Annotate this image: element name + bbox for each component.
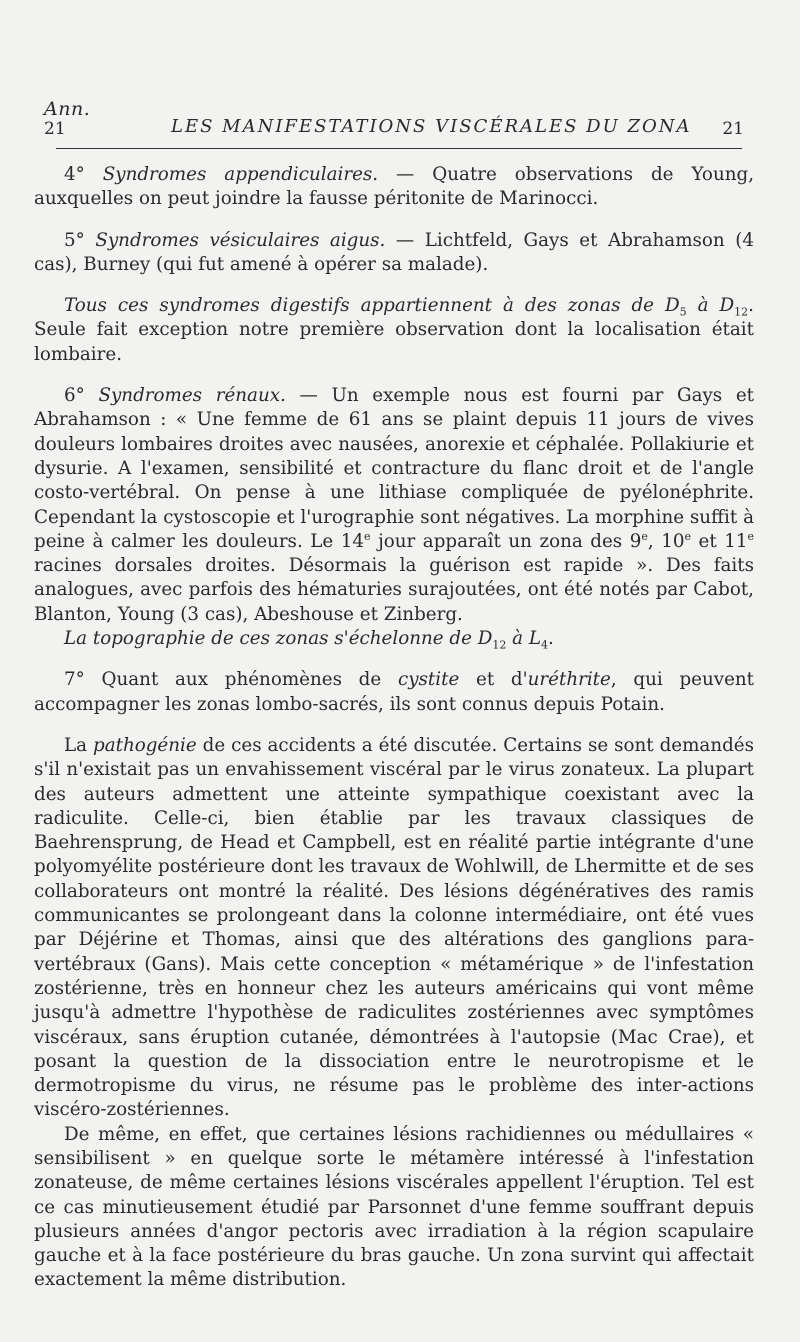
paragraph-pathogenesis xyxy=(34,734,754,1123)
italic-text: pathogénie xyxy=(93,734,197,756)
subscript: 4 xyxy=(541,638,549,652)
paragraph-text: La xyxy=(64,734,93,756)
paragraph-renal-topography xyxy=(34,627,754,651)
paragraph-text: . Seule fait exception notre première observation dont la localisation était lombaire. xyxy=(34,295,754,365)
section-heading: Syndromes rénaux. xyxy=(98,385,286,407)
paragraph-text: et d' xyxy=(459,669,528,691)
paragraph-text: . xyxy=(548,628,554,650)
section-heading: Syndromes vésiculaires aigus. xyxy=(95,229,386,251)
paragraph-text: racines dorsales droites. Désormais la guérison est rapide ». Des faits analogues, avec parfois des hématuries surajoutées, ont été notés par Cabot, Blanton, Young (3 cas), Abeshouse et Zinberg. xyxy=(34,555,754,625)
italic-text: La topographie de ces zonas s'échelonne de D xyxy=(64,628,493,650)
paragraph-vesicular xyxy=(34,229,754,278)
header-rule xyxy=(56,148,742,149)
paragraph-text: — Un exemple nous est fourni par Gays et Abrahamson : « Une femme de 61 ans se plaint depuis 11 jours de vives douleurs lombaires droites avec nausées, anorexie et céphalée. Pollakiurie et dysurie. A l'examen, sensibilité et contracture du flanc droit et de l'angle costo-vertébral. On pense à une lithiase compliquée de pyélonéphrite. Cependant la cystoscopie et l'urographie sont négatives. La morphine suffit à peine à calmer les douleurs. Le 14 xyxy=(34,385,755,552)
running-title: LES MANIFESTATIONS VISCÉRALES DU ZONA xyxy=(171,116,692,137)
body-text xyxy=(34,163,754,1293)
superscript: e xyxy=(684,529,691,543)
paragraph-appendicular xyxy=(34,163,754,212)
annotation-label: Ann. xyxy=(44,98,91,120)
item-number: 4° xyxy=(64,164,85,185)
paragraph-cystitis xyxy=(34,668,754,717)
paragraph-text: de ces accidents a été discutée. Certains se sont demandés s'il n'existait pas un envahissement viscéral par le virus zonateux. La plupart des auteurs admettent une atteinte sympathique coexistant avec la radiculite. Celle-ci, bien établie par les travaux classiques de Baehrensprung, de Head et Campbell, est en réalité partie intégrante d'une polyomyélite postérieure dont les travaux de Wohlwill, de Lhermitte et de ses collaborateurs ont montré la réalité. Des lésions dégénératives des ramis communicantes se prolongeant dans la colonne intermédiaire, ont été vues par Déjérine et Thomas, ainsi que des altérations des ganglions para-vertébraux (Gans). Mais cette conception « métamérique » de l'infestation zostérienne, très en honneur chez les auteurs américains qui vont même jusqu'à admettre l'hypothèse de radiculites zostériennes avec symptômes viscéraux, sans éruption cutanée, démontrées à l'autopsie (Mac Crae), et posant la question de la dissociation entre le neurotropisme et le dermotropisme du virus, ne résume pas le problème des inter-actions viscéro-zostériennes. xyxy=(34,734,754,1121)
paragraph-text: — Quatre observations de Young, auxquelles on peut joindre la fausse péritonite de Marinocci. xyxy=(34,164,755,210)
italic-text: Tous ces syndromes digestifs appartiennent à des zonas de D xyxy=(64,295,680,317)
item-number: 5° xyxy=(64,229,85,251)
subscript: 12 xyxy=(492,638,507,652)
superscript: e xyxy=(747,529,755,543)
paragraph-text: — Lichtfeld, Gays et Abrahamson (4 cas), Burney (qui fut amené à opérer sa malade). xyxy=(34,229,755,275)
running-header xyxy=(44,98,744,148)
paragraph-text: Quant aux phénomènes de xyxy=(84,669,398,691)
page-number-left: 21 xyxy=(44,119,66,139)
subscript: 12 xyxy=(734,305,749,319)
italic-text: à L xyxy=(506,628,542,650)
italic-text: uréthrite xyxy=(527,669,611,691)
paragraph-text: jour apparaît un zona des 9 xyxy=(370,530,642,552)
paragraph-text: , 10 xyxy=(647,530,685,552)
paragraph-text: et 11 xyxy=(691,530,748,552)
paragraph-digestive-summary xyxy=(34,294,754,367)
page-number-right: 21 xyxy=(722,119,744,139)
item-number: 7° xyxy=(64,669,85,691)
italic-text: cystite xyxy=(397,669,460,691)
section-heading: Syndromes appendiculaires. xyxy=(102,164,379,185)
paragraph-renal xyxy=(34,384,754,627)
paragraph-text: De même, en effet, que certaines lésions rachidiennes ou médullaires « sensibilisent » en quelque sorte le métamère intéressé à l'infestation zonateuse, de même certaines lésions viscérales appellent l'éruption. Tel est ce cas minutieusement étudié par Parsonnet d'une femme souffrant depuis plusieurs années d'angor pectoris avec irradiation à la région scapulaire gauche et à la face postérieure du bras gauche. Un zona survint qui affectait exactement la même distribution. xyxy=(34,1123,754,1291)
superscript: e xyxy=(364,529,371,543)
italic-text: à D xyxy=(686,295,735,317)
superscript: e xyxy=(641,529,648,543)
paragraph-text: , qui peuvent accompagner les zonas lombo-sacrés, ils sont connus depuis Potain. xyxy=(34,669,755,715)
subscript: 5 xyxy=(679,305,687,319)
item-number: 6° xyxy=(64,385,85,407)
paragraph-sensitization xyxy=(34,1123,754,1293)
